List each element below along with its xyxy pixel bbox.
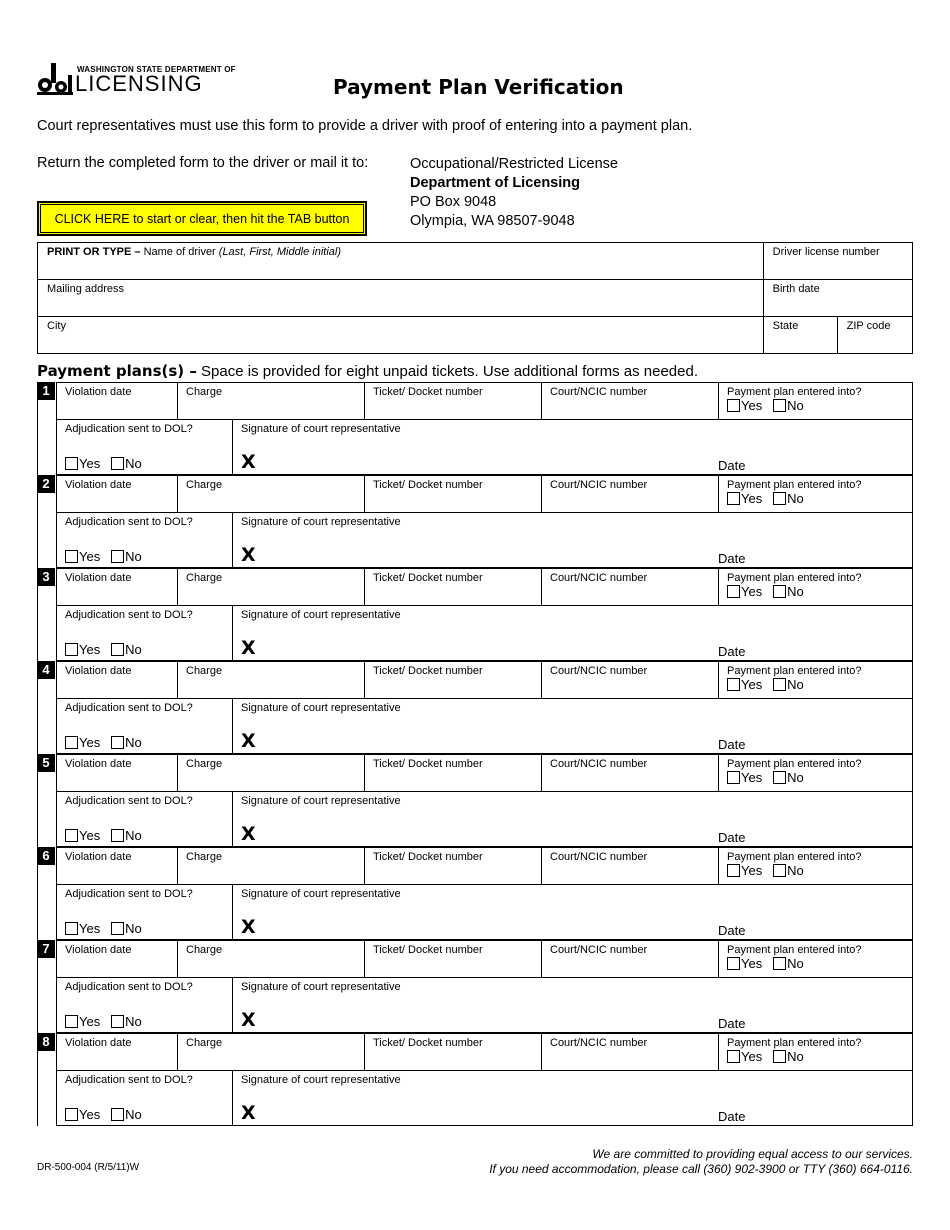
- court-ncic-field[interactable]: [541, 940, 719, 978]
- adjudication-yes-checkbox[interactable]: [65, 1015, 78, 1028]
- zip-field[interactable]: [837, 317, 912, 354]
- plan-number: [37, 1033, 56, 1126]
- charge-label: Charge: [186, 665, 223, 677]
- violation-date-field[interactable]: [56, 847, 178, 885]
- ticket-docket-field[interactable]: [364, 661, 542, 699]
- court-ncic-label: Court/NCIC number: [550, 851, 648, 863]
- adjudication-yes-checkbox[interactable]: [65, 1108, 78, 1121]
- yes-label: Yes: [79, 456, 101, 471]
- payment-entered-field: [718, 568, 913, 606]
- ticket-docket-label: Ticket/ Docket number: [373, 386, 483, 398]
- payment-entered-options: [727, 864, 904, 877]
- birth-date-field[interactable]: [763, 280, 912, 317]
- payment-entered-no-checkbox[interactable]: [773, 678, 786, 691]
- adjudication-field: [56, 419, 233, 475]
- violation-date-field[interactable]: [56, 661, 178, 699]
- ticket-docket-field[interactable]: [364, 1033, 542, 1071]
- violation-date-label: Violation date: [65, 1037, 132, 1049]
- court-ncic-field[interactable]: [541, 1033, 719, 1071]
- mailing-address: [410, 155, 618, 231]
- plan-number: [37, 940, 56, 1033]
- plan-number-label: 6: [37, 847, 55, 865]
- payment-plans-heading: [37, 362, 698, 380]
- payment-entered-yes-checkbox[interactable]: [727, 1050, 740, 1063]
- charge-label: Charge: [186, 572, 223, 584]
- signature-field[interactable]: [232, 884, 913, 940]
- no-label: No: [125, 642, 142, 657]
- payment-entered-field: [718, 661, 913, 699]
- violation-date-field[interactable]: [56, 382, 178, 420]
- payment-plan-2: [37, 475, 913, 568]
- ticket-docket-label: Ticket/ Docket number: [373, 851, 483, 863]
- adjudication-options: [65, 549, 142, 564]
- ticket-docket-field[interactable]: [364, 940, 542, 978]
- adjudication-no-checkbox[interactable]: [111, 829, 124, 842]
- charge-field[interactable]: [177, 754, 365, 792]
- plan-number-label: 2: [37, 475, 55, 493]
- payment-plan-4: [37, 661, 913, 754]
- no-label: No: [787, 1049, 804, 1064]
- adjudication-no-checkbox[interactable]: [111, 550, 124, 563]
- yes-label: Yes: [79, 735, 101, 750]
- plan-number: [37, 661, 56, 754]
- court-ncic-label: Court/NCIC number: [550, 758, 648, 770]
- payment-plans-heading-text: Space is provided for eight unpaid tickets. Use additional forms as needed.: [196, 363, 698, 380]
- adjudication-options: [65, 735, 142, 750]
- adjudication-no-checkbox[interactable]: [111, 457, 124, 470]
- court-ncic-label: Court/NCIC number: [550, 1037, 648, 1049]
- no-label: No: [125, 549, 142, 564]
- yes-label: Yes: [741, 956, 763, 971]
- signature-label: Signature of court representative: [241, 702, 401, 714]
- adjudication-label: Adjudication sent to DOL?: [65, 795, 193, 807]
- payment-entered-field: [718, 382, 913, 420]
- court-ncic-label: Court/NCIC number: [550, 479, 648, 491]
- court-ncic-label: Court/NCIC number: [550, 572, 648, 584]
- driver-license-label: Driver license number: [772, 246, 880, 258]
- no-label: No: [787, 491, 804, 506]
- violation-date-label: Violation date: [65, 665, 132, 677]
- yes-label: Yes: [741, 584, 763, 599]
- mailing-address-field[interactable]: [38, 280, 764, 317]
- adjudication-options: [65, 642, 142, 657]
- no-label: No: [787, 677, 804, 692]
- payment-entered-options: [727, 585, 904, 598]
- ticket-docket-label: Ticket/ Docket number: [373, 944, 483, 956]
- adjudication-field: [56, 605, 233, 661]
- payment-entered-no-checkbox[interactable]: [773, 957, 786, 970]
- adjudication-yes-checkbox[interactable]: [65, 922, 78, 935]
- violation-date-field[interactable]: [56, 1033, 178, 1071]
- payment-entered-label: Payment plan entered into?: [727, 665, 862, 677]
- logo-agency-text: WASHINGTON STATE DEPARTMENT OF: [77, 65, 236, 74]
- payment-entered-label: Payment plan entered into?: [727, 851, 862, 863]
- plan-number: [37, 475, 56, 568]
- adjudication-yes-checkbox[interactable]: [65, 736, 78, 749]
- charge-label: Charge: [186, 851, 223, 863]
- yes-label: Yes: [741, 677, 763, 692]
- payment-entered-label: Payment plan entered into?: [727, 386, 862, 398]
- adjudication-label: Adjudication sent to DOL?: [65, 516, 193, 528]
- court-ncic-field[interactable]: [541, 847, 719, 885]
- no-label: No: [787, 398, 804, 413]
- payment-entered-field: [718, 940, 913, 978]
- violation-date-label: Violation date: [65, 479, 132, 491]
- payment-entered-yes-checkbox[interactable]: [727, 585, 740, 598]
- signature-field[interactable]: [232, 977, 913, 1033]
- no-label: No: [125, 456, 142, 471]
- payment-entered-no-checkbox[interactable]: [773, 585, 786, 598]
- no-label: No: [787, 770, 804, 785]
- charge-label: Charge: [186, 479, 223, 491]
- adjudication-label: Adjudication sent to DOL?: [65, 888, 193, 900]
- payment-entered-label: Payment plan entered into?: [727, 572, 862, 584]
- plan-number: [37, 847, 56, 940]
- violation-date-label: Violation date: [65, 758, 132, 770]
- no-label: No: [787, 584, 804, 599]
- payment-entered-yes-checkbox[interactable]: [727, 864, 740, 877]
- payment-plans-heading-bold: Payment plans(s) –: [37, 362, 197, 380]
- adjudication-label: Adjudication sent to DOL?: [65, 609, 193, 621]
- signature-x-mark: X: [241, 1102, 256, 1124]
- charge-field[interactable]: [177, 382, 365, 420]
- adjudication-no-checkbox[interactable]: [111, 643, 124, 656]
- state-field[interactable]: [763, 317, 837, 354]
- signature-x-mark: X: [241, 637, 256, 659]
- address-line-4: Olympia, WA 98507-9048: [410, 213, 575, 229]
- payment-entered-yes-checkbox[interactable]: [727, 492, 740, 505]
- payment-plan-3: [37, 568, 913, 661]
- no-label: No: [125, 921, 142, 936]
- payment-entered-no-checkbox[interactable]: [773, 399, 786, 412]
- intro-text: Court representatives must use this form to provide a driver with proof of entering into a payment plan.: [37, 118, 693, 134]
- page-title: Payment Plan Verification: [333, 75, 624, 99]
- payment-plan-6: [37, 847, 913, 940]
- state-label: State: [772, 320, 799, 332]
- plan-number-label: 1: [37, 382, 55, 400]
- signature-label: Signature of court representative: [241, 888, 401, 900]
- dol-logo-icon: [37, 63, 73, 95]
- address-line-2: Department of Licensing: [410, 175, 580, 191]
- signature-field[interactable]: [232, 419, 913, 475]
- signature-field[interactable]: [232, 512, 913, 568]
- print-or-type-label: PRINT OR TYPE –: [47, 246, 141, 258]
- date-label: Date: [718, 644, 746, 659]
- signature-x-mark: X: [241, 1009, 256, 1031]
- adjudication-field: [56, 698, 233, 754]
- court-ncic-field[interactable]: [541, 754, 719, 792]
- payment-entered-options: [727, 771, 904, 784]
- date-label: Date: [718, 830, 746, 845]
- payment-entered-no-checkbox[interactable]: [773, 771, 786, 784]
- signature-label: Signature of court representative: [241, 1074, 401, 1086]
- adjudication-field: [56, 977, 233, 1033]
- charge-label: Charge: [186, 758, 223, 770]
- adjudication-no-checkbox[interactable]: [111, 736, 124, 749]
- driver-name-hint: (Last, First, Middle initial): [218, 246, 342, 258]
- payment-plan-5: [37, 754, 913, 847]
- no-label: No: [787, 956, 804, 971]
- charge-field[interactable]: [177, 568, 365, 606]
- signature-field[interactable]: [232, 698, 913, 754]
- payment-entered-no-checkbox[interactable]: [773, 864, 786, 877]
- charge-field[interactable]: [177, 661, 365, 699]
- no-label: No: [125, 735, 142, 750]
- violation-date-field[interactable]: [56, 754, 178, 792]
- adjudication-field: [56, 884, 233, 940]
- violation-date-field[interactable]: [56, 475, 178, 513]
- court-ncic-label: Court/NCIC number: [550, 386, 648, 398]
- payment-entered-yes-checkbox[interactable]: [727, 957, 740, 970]
- ticket-docket-field[interactable]: [364, 847, 542, 885]
- violation-date-label: Violation date: [65, 944, 132, 956]
- charge-field[interactable]: [177, 475, 365, 513]
- payment-entered-yes-checkbox[interactable]: [727, 399, 740, 412]
- ticket-docket-field[interactable]: [364, 382, 542, 420]
- signature-label: Signature of court representative: [241, 516, 401, 528]
- court-ncic-label: Court/NCIC number: [550, 665, 648, 677]
- yes-label: Yes: [79, 1014, 101, 1029]
- date-label: Date: [718, 458, 746, 473]
- plan-number-label: 3: [37, 568, 55, 586]
- date-label: Date: [718, 551, 746, 566]
- payment-entered-label: Payment plan entered into?: [727, 479, 862, 491]
- date-label: Date: [718, 1109, 746, 1124]
- signature-field[interactable]: [232, 1070, 913, 1126]
- accessibility-line-1: We are committed to providing equal access to our services.: [592, 1147, 913, 1161]
- accessibility-notice: [489, 1147, 913, 1177]
- adjudication-no-checkbox[interactable]: [111, 922, 124, 935]
- yes-label: Yes: [741, 491, 763, 506]
- zip-label: ZIP code: [846, 320, 891, 332]
- payment-entered-field: [718, 847, 913, 885]
- charge-label: Charge: [186, 1037, 223, 1049]
- ticket-docket-label: Ticket/ Docket number: [373, 758, 483, 770]
- birth-date-label: Birth date: [772, 283, 820, 295]
- payment-entered-yes-checkbox[interactable]: [727, 678, 740, 691]
- violation-date-label: Violation date: [65, 851, 132, 863]
- adjudication-no-checkbox[interactable]: [111, 1015, 124, 1028]
- signature-x-mark: X: [241, 730, 256, 752]
- payment-entered-options: [727, 1050, 904, 1063]
- signature-x-mark: X: [241, 544, 256, 566]
- driver-license-field[interactable]: [763, 243, 912, 280]
- payment-entered-options: [727, 678, 904, 691]
- adjudication-label: Adjudication sent to DOL?: [65, 981, 193, 993]
- signature-label: Signature of court representative: [241, 423, 401, 435]
- signature-x-mark: X: [241, 916, 256, 938]
- ticket-docket-label: Ticket/ Docket number: [373, 665, 483, 677]
- adjudication-options: [65, 1107, 142, 1122]
- adjudication-yes-checkbox[interactable]: [65, 457, 78, 470]
- adjudication-label: Adjudication sent to DOL?: [65, 702, 193, 714]
- no-label: No: [787, 863, 804, 878]
- charge-label: Charge: [186, 944, 223, 956]
- court-ncic-field[interactable]: [541, 661, 719, 699]
- address-line-3: PO Box 9048: [410, 194, 497, 210]
- court-ncic-field[interactable]: [541, 475, 719, 513]
- plan-number: [37, 382, 56, 475]
- yes-label: Yes: [79, 642, 101, 657]
- logo-licensing-text: LICENSING: [75, 71, 203, 96]
- court-ncic-field[interactable]: [541, 382, 719, 420]
- ticket-docket-label: Ticket/ Docket number: [373, 479, 483, 491]
- payment-entered-no-checkbox[interactable]: [773, 492, 786, 505]
- payment-entered-field: [718, 754, 913, 792]
- payment-entered-options: [727, 957, 904, 970]
- plan-number-label: 7: [37, 940, 55, 958]
- adjudication-yes-checkbox[interactable]: [65, 643, 78, 656]
- no-label: No: [125, 1107, 142, 1122]
- date-label: Date: [718, 923, 746, 938]
- plan-number-label: 8: [37, 1033, 55, 1051]
- plan-number-label: 5: [37, 754, 55, 772]
- adjudication-label: Adjudication sent to DOL?: [65, 1074, 193, 1086]
- signature-x-mark: X: [241, 451, 256, 473]
- date-label: Date: [718, 1016, 746, 1031]
- adjudication-yes-checkbox[interactable]: [65, 550, 78, 563]
- signature-field[interactable]: [232, 791, 913, 847]
- violation-date-field[interactable]: [56, 568, 178, 606]
- payment-entered-yes-checkbox[interactable]: [727, 771, 740, 784]
- start-clear-button[interactable]: CLICK HERE to start or clear, then hit the TAB button: [37, 201, 367, 236]
- payment-plan-8: [37, 1033, 913, 1126]
- dol-logo: [37, 63, 236, 96]
- yes-label: Yes: [741, 770, 763, 785]
- payment-plan-1: [37, 382, 913, 475]
- yes-label: Yes: [741, 398, 763, 413]
- form-code: DR-500-004 (R/5/11)W: [37, 1162, 140, 1173]
- yes-label: Yes: [79, 549, 101, 564]
- violation-date-field[interactable]: [56, 940, 178, 978]
- yes-label: Yes: [79, 1107, 101, 1122]
- charge-field[interactable]: [177, 1033, 365, 1071]
- adjudication-options: [65, 456, 142, 471]
- adjudication-no-checkbox[interactable]: [111, 1108, 124, 1121]
- court-ncic-field[interactable]: [541, 568, 719, 606]
- mailing-address-label: Mailing address: [47, 283, 125, 295]
- payment-entered-label: Payment plan entered into?: [727, 758, 862, 770]
- payment-entered-field: [718, 475, 913, 513]
- adjudication-options: [65, 1014, 142, 1029]
- plan-number: [37, 568, 56, 661]
- ticket-docket-field[interactable]: [364, 475, 542, 513]
- no-label: No: [125, 828, 142, 843]
- payment-entered-label: Payment plan entered into?: [727, 1037, 862, 1049]
- payment-entered-label: Payment plan entered into?: [727, 944, 862, 956]
- yes-label: Yes: [79, 828, 101, 843]
- adjudication-label: Adjudication sent to DOL?: [65, 423, 193, 435]
- accessibility-line-2: If you need accommodation, please call (360) 902-3900 or TTY (360) 664-0116.: [489, 1162, 913, 1176]
- plan-number: [37, 754, 56, 847]
- ticket-docket-label: Ticket/ Docket number: [373, 572, 483, 584]
- payment-entered-options: [727, 399, 904, 412]
- return-instructions: Return the completed form to the driver or mail it to:: [37, 155, 369, 171]
- yes-label: Yes: [741, 1049, 763, 1064]
- adjudication-field: [56, 512, 233, 568]
- driver-name-label: Name of driver: [140, 246, 219, 258]
- ticket-docket-field[interactable]: [364, 568, 542, 606]
- adjudication-options: [65, 921, 142, 936]
- yes-label: Yes: [741, 863, 763, 878]
- city-field[interactable]: [38, 317, 764, 354]
- charge-label: Charge: [186, 386, 223, 398]
- signature-x-mark: X: [241, 823, 256, 845]
- ticket-docket-field[interactable]: [364, 754, 542, 792]
- yes-label: Yes: [79, 921, 101, 936]
- plan-number-label: 4: [37, 661, 55, 679]
- driver-info-table: [37, 242, 913, 354]
- court-ncic-label: Court/NCIC number: [550, 944, 648, 956]
- date-label: Date: [718, 737, 746, 752]
- payment-entered-options: [727, 492, 904, 505]
- payment-entered-no-checkbox[interactable]: [773, 1050, 786, 1063]
- violation-date-label: Violation date: [65, 386, 132, 398]
- signature-label: Signature of court representative: [241, 795, 401, 807]
- payment-plan-7: [37, 940, 913, 1033]
- no-label: No: [125, 1014, 142, 1029]
- city-label: City: [47, 320, 66, 332]
- signature-label: Signature of court representative: [241, 609, 401, 621]
- adjudication-field: [56, 1070, 233, 1126]
- address-line-1: Occupational/Restricted License: [410, 156, 618, 172]
- charge-field[interactable]: [177, 847, 365, 885]
- adjudication-options: [65, 828, 142, 843]
- ticket-docket-label: Ticket/ Docket number: [373, 1037, 483, 1049]
- signature-field[interactable]: [232, 605, 913, 661]
- driver-name-field[interactable]: [38, 243, 764, 280]
- adjudication-field: [56, 791, 233, 847]
- signature-label: Signature of court representative: [241, 981, 401, 993]
- adjudication-yes-checkbox[interactable]: [65, 829, 78, 842]
- payment-entered-field: [718, 1033, 913, 1071]
- violation-date-label: Violation date: [65, 572, 132, 584]
- charge-field[interactable]: [177, 940, 365, 978]
